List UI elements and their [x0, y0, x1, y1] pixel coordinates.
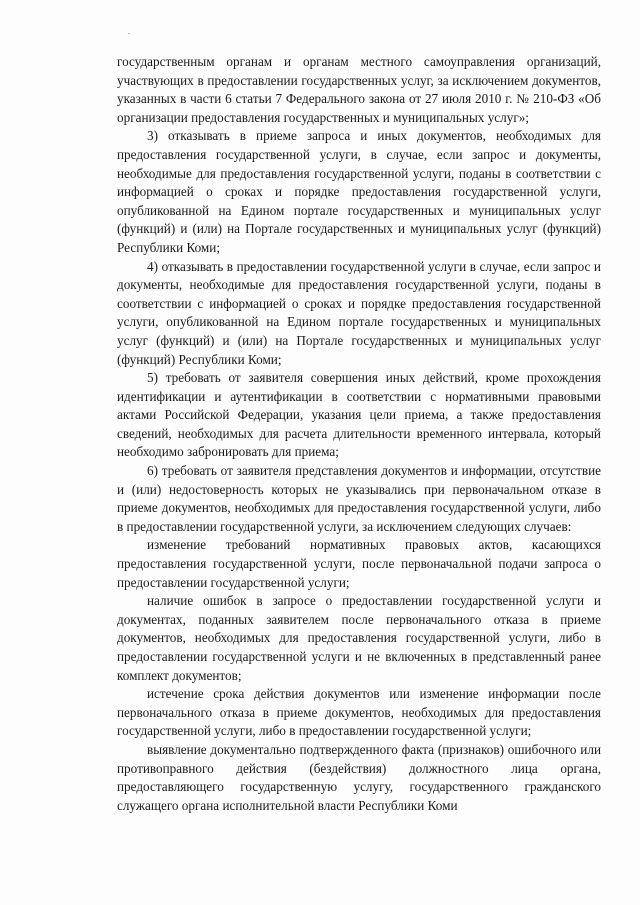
paragraph-continuation: государственным органам и органам местного самоуправления организаций, участвующих в предоставлении государственных услуг, за исключением документов, указанных в части 6 статьи 7 Федерального закона от 27 июля 2010 г. № 210-ФЗ «Об организации предоставления государственных и муниципальных услуг»; — [117, 54, 601, 125]
paragraph-item-6: 6) требовать от заявителя представления документов и информации, отсутствие и (или) недостоверность которых не указывались при первоначальном отказе в приеме документов, необходимых для предоставления государственной услуги, либо в предоставлении государственной услуги, за исключением следующих случаев: — [117, 463, 601, 534]
paragraph-item-5: 5) требовать от заявителя совершения иных действий, кроме прохождения идентификации и аутентификации в соответствии с нормативными правовыми актами Российской Федерации, указания цели приема, а также предоставления сведений, необходимых для расчета длительности временного интервала, который необходимо забронировать для приема; — [117, 370, 601, 460]
paragraph-case-2: наличие ошибок в запросе о предоставлении государственной услуги и документах, поданных заявителем после первоначального отказа в приеме документов, необходимых для предоставления государственной услуги, либо в предоставлении государственной услуги и не включенных в представленный ранее комплект документов; — [117, 593, 601, 683]
paragraph-case-4: выявление документально подтвержденного факта (признаков) ошибочного или противоправного действия (бездействия) должностного лица органа, предоставляющего государственную услугу, государственного гражданского служащего органа исполнительной власти Республики Коми — [117, 741, 601, 813]
paragraph-case-1: изменение требований нормативных правовых актов, касающихся предоставления государственной услуги, после первоначальной подачи запроса о предоставлении государственной услуги; — [117, 537, 601, 590]
paragraph-item-4: 4) отказывать в предоставлении государственной услуги в случае, если запрос и документы, необходимые для предоставления государственной услуги, поданы в соответствии с информацией о сроках и порядке предоставления государственной услуги, опубликованной на Едином портале государственных и муниципальных услуг (функций) и (или) на Портале государственных и муниципальных услуг (функций) Республики Коми; — [117, 258, 601, 367]
paragraph-case-3: истечение срока действия документов или изменение информации после первоначального отказа в приеме документов, необходимых для предоставления государственной услуги, либо в предоставлении государственной услуги; — [117, 686, 601, 739]
scan-speck — [128, 33, 130, 34]
document-body — [117, 53, 601, 815]
paragraph-item-3: 3) отказывать в приеме запроса и иных документов, необходимых для предоставления государственной услуги, в случае, если запрос и документы, необходимые для предоставления государственной услуги, поданы в соответствии с информацией о сроках и порядке предоставления государственной услуги, опубликованной на Едином портале государственных и муниципальных услуг (функций) и (или) на Портале государственных и муниципальных услуг (функций) Республики Коми; — [117, 128, 601, 255]
